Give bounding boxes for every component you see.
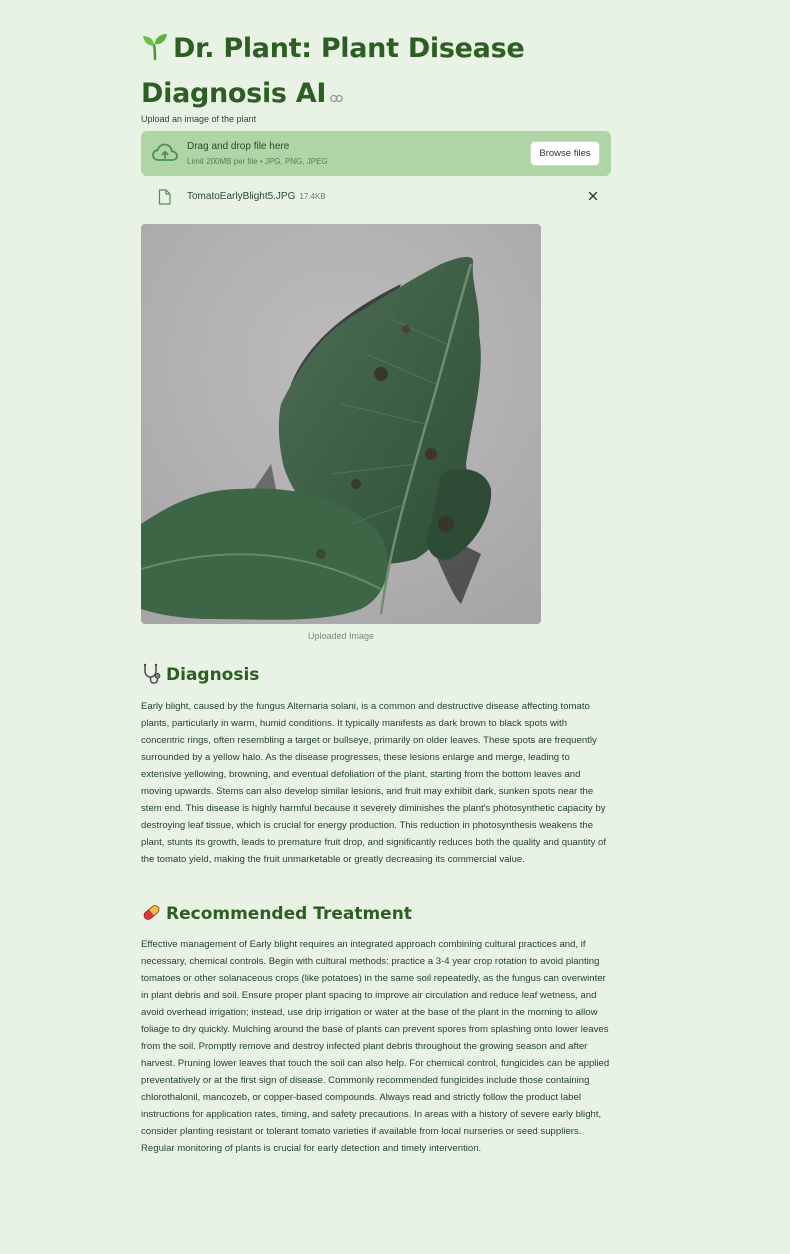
treatment-text: Effective management of Early blight requires an integrated approach combining cultural practices and, if necessary, chemical controls. Begin with cultural methods: practice a 3-4 year crop rotation to avoid planting tomatoes or other solanaceous crops (like potatoes) in the same soil repeatedly, as the fungus can overwinter in plant debris and soil. Ensure proper plant spacing to improve air circulation and reduce leaf wetness, and avoid overhead irrigation; instead, use drip irrigation or water at the base of the plant in the morning to allow foliage to dry quickly. Mulching around the base of plants can prevent spores from splashing onto lower leaves from the soil. Promptly remove and destroy infected plant debris throughout the growing season and after harvest. Pruning lower leaves that touch the soil can also help. For chemical control, fungicides can be applied preventatively or at the first sign of disease. Commonly recommended fungicides include those containing chlorothalonil, mancozeb, or copper-based compounds. Always read and strictly follow the product label instructions for application rates, timing, and safety precautions. In areas with a history of severe early blight, consider planting resistant or tolerant tomato varieties if available from local nurseries or seed suppliers. Regular monitoring of plants is crucial for early detection and timely intervention. [141, 939, 610, 1154]
dropzone-limit: Limit 200MB per file • JPG, PNG, JPEG [187, 157, 328, 166]
seedling-icon [141, 32, 169, 73]
file-dropzone[interactable] [141, 131, 611, 176]
page-title [141, 28, 611, 115]
file-name [187, 191, 326, 202]
file-name-text: TomatoEarlyBlight5.JPG [187, 191, 296, 202]
uploaded-file-row [141, 186, 611, 208]
file-size: 17.4KB [299, 192, 326, 201]
browse-files-button[interactable]: Browse files [530, 141, 600, 166]
cloud-upload-icon [152, 143, 178, 168]
diagnosis-heading [141, 663, 259, 687]
file-icon [158, 189, 171, 210]
upload-label: Upload an image of the plant [141, 114, 257, 124]
close-icon[interactable] [586, 189, 600, 203]
treatment-heading [141, 902, 412, 926]
treatment-heading-text: Recommended Treatment [166, 904, 412, 924]
diagnosis-text: Early blight, caused by the fungus Alternaria solani, is a common and destructive disease affecting tomato plants, particularly in warm, humid conditions. It typically manifests as dark brown to black spots with concentric rings, often resembling a target or bullseye, primarily on older leaves. These spots are frequently surrounded by a yellow halo. As the disease progresses, these lesions enlarge and merge, leading to extensive yellowing, browning, and eventual defoliation of the plant, starting from the bottom leaves and moving upwards. Stems can also develop similar lesions, and fruit may exhibit dark, sunken spots near the stem end. This disease is highly harmful because it severely diminishes the plant's photosynthetic capacity by destroying leaf tissue, which is crucial for energy production. This reduction in photosynthesis weakens the plant, stunts its growth, leads to premature fruit drop, and significantly reduces both the quality and quantity of the tomato yield, making the fruit unmarketable or greatly decreasing its commercial value. [141, 701, 607, 865]
dropzone-title: Drag and drop file here [187, 141, 290, 152]
uploaded-plant-image [141, 224, 541, 624]
page-title-text: Dr. Plant: Plant Disease Diagnosis AI [141, 33, 525, 109]
pill-icon [141, 902, 162, 930]
diagnosis-heading-text: Diagnosis [166, 665, 260, 685]
stethoscope-icon [141, 663, 162, 691]
link-icon[interactable] [330, 74, 343, 115]
image-caption: Uploaded Image [307, 631, 375, 641]
